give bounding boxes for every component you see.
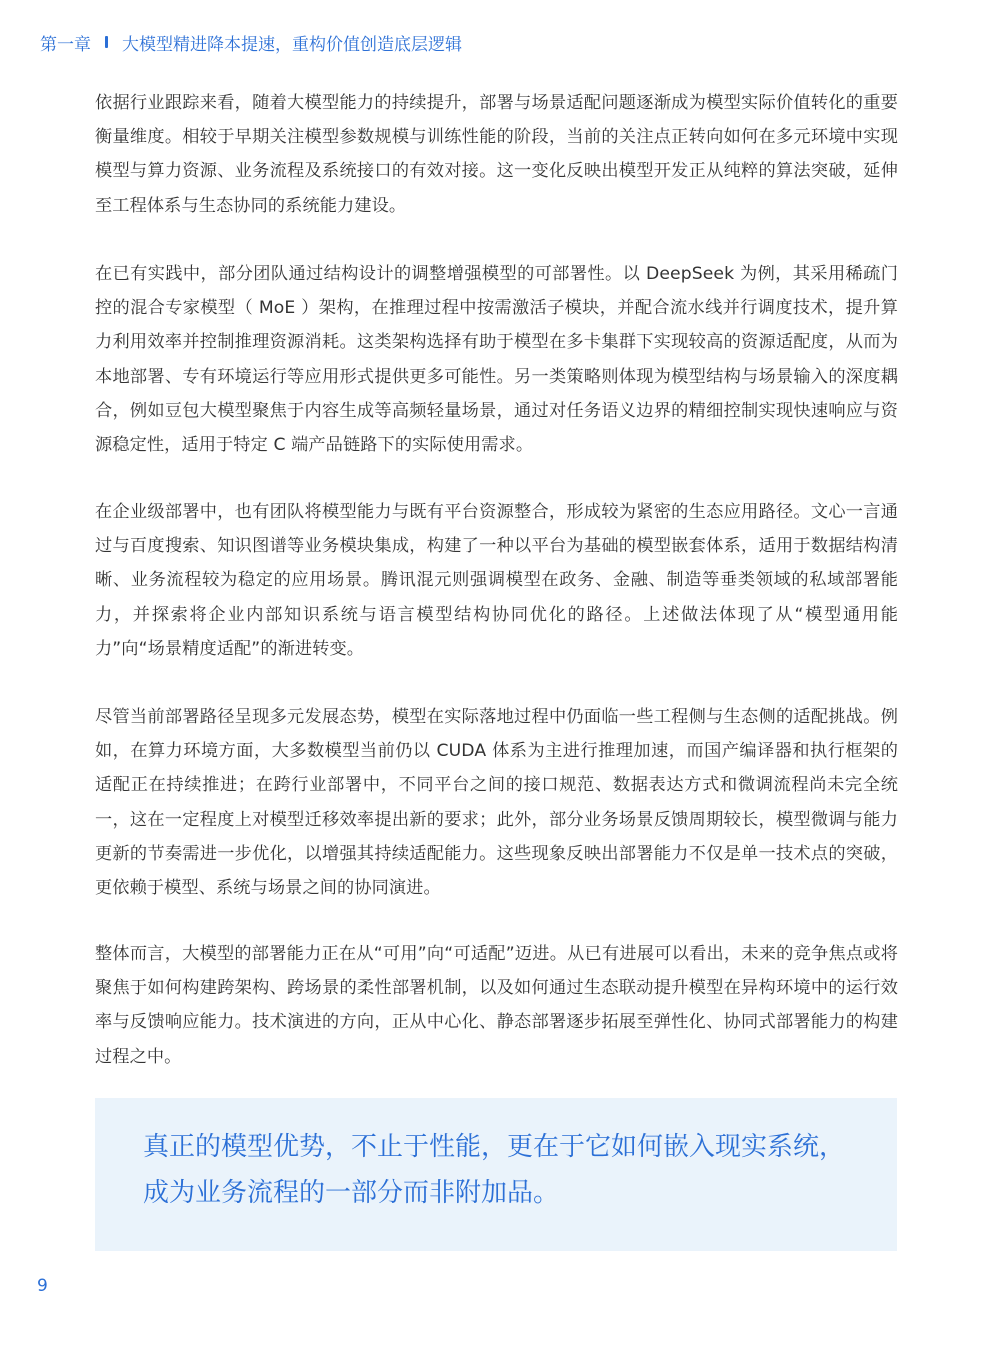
header-separator	[105, 36, 108, 48]
pull-quote-box	[95, 1098, 897, 1251]
paragraph-1: 依据行业跟踪来看，随着大模型能力的持续提升，部署与场景适配问题逐渐成为模型实际价值转化的重要衡量维度。相较于早期关注模型参数规模与训练性能的阶段，当前的关注点正转向如何在多元环境中实现模型与算力资源、业务流程及系统接口的有效对接。这一变化反映出模型开发正从纯粹的算法突破，延伸至工程体系与生态协同的系统能力建设。	[95, 93, 898, 216]
paragraph-3: 在企业级部署中，也有团队将模型能力与既有平台资源整合，形成较为紧密的生态应用路径。文心一言通过与百度搜索、知识图谱等业务模块集成，构建了一种以平台为基础的模型嵌套体系，适用于数据结构清晰、业务流程较为稳定的应用场景。腾讯混元则强调模型在政务、金融、制造等垂类领域的私域部署能力，并探索将企业内部知识系统与语言模型结构协同优化的路径。上述做法体现了从“模型通用能力”向“场景精度适配”的渐进转变。	[95, 502, 898, 659]
running-header	[40, 30, 462, 54]
chapter-label: 第一章	[40, 34, 91, 55]
page-number: 9	[37, 1276, 48, 1296]
pull-quote-text: 真正的模型优势，不止于性能，更在于它如何嵌入现实系统，成为业务流程的一部分而非附加品。	[143, 1132, 846, 1208]
paragraph-5: 整体而言，大模型的部署能力正在从“可用”向“可适配”迈进。从已有进展可以看出，未来的竞争焦点或将聚焦于如何构建跨架构、跨场景的柔性部署机制，以及如何通过生态联动提升模型在异构环境中的运行效率与反馈响应能力。技术演进的方向，正从中心化、静态部署逐步拓展至弹性化、协同式部署能力的构建过程之中。	[95, 944, 898, 1067]
paragraph-2: 在已有实践中，部分团队通过结构设计的调整增强模型的可部署性。以 DeepSeek 为例，其采用稀疏门控的混合专家模型（ MoE ）架构，在推理过程中按需激活子模块，并配合流水线并行调度技术，提升算力利用效率并控制推理资源消耗。这类架构选择有助于模型在多卡集群下实现较高的资源适配度，从而为本地部署、专有环境运行等应用形式提供更多可能性。另一类策略则体现为模型结构与场景输入的深度耦合，例如豆包大模型聚焦于内容生成等高频轻量场景，通过对任务语义边界的精细控制实现快速响应与资源稳定性，适用于特定 C 端产品链路下的实际使用需求。	[95, 264, 898, 456]
paragraph-4: 尽管当前部署路径呈现多元发展态势，模型在实际落地过程中仍面临一些工程侧与生态侧的适配挑战。例如，在算力环境方面，大多数模型当前仍以 CUDA 体系为主进行推理加速，而国产编译器和执行框架的适配正在持续推进；在跨行业部署中，不同平台之间的接口规范、数据表达方式和微调流程尚未完全统一，这在一定程度上对模型迁移效率提出新的要求；此外，部分业务场景反馈周期较长，模型微调与能力更新的节奏需进一步优化，以增强其持续适配能力。这些现象反映出部署能力不仅是单一技术点的突破，更依赖于模型、系统与场景之间的协同演进。	[95, 707, 898, 899]
chapter-title: 大模型精进降本提速，重构价值创造底层逻辑	[122, 34, 462, 55]
